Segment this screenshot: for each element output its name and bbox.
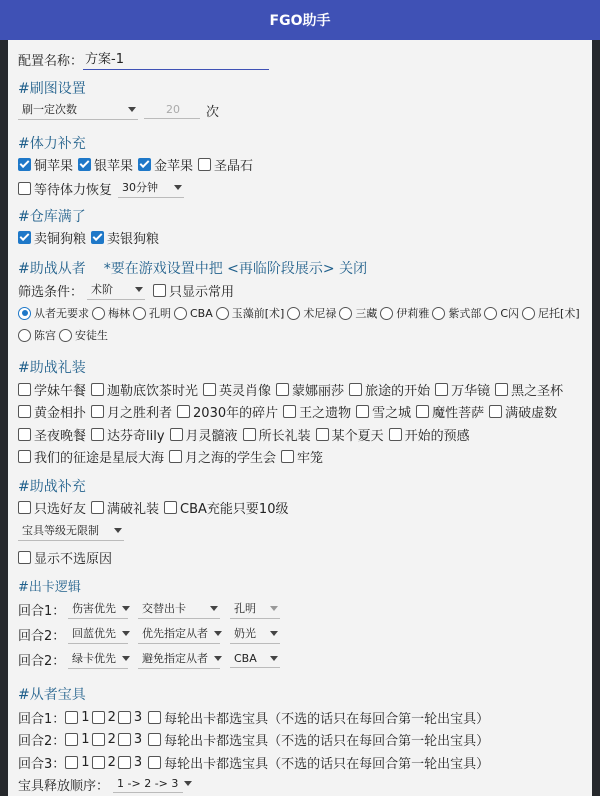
servant-select[interactable] xyxy=(230,652,280,668)
ce-checkbox[interactable] xyxy=(495,380,563,399)
priority-select-value: 回蓝优先 xyxy=(72,627,116,640)
ce-checkbox[interactable] xyxy=(18,447,164,466)
ce-checkbox[interactable] xyxy=(489,402,557,421)
ce-checkbox[interactable] xyxy=(349,380,430,399)
chevron-down-icon xyxy=(270,606,278,611)
servant-radio[interactable] xyxy=(339,305,377,321)
servant-radio[interactable] xyxy=(174,307,213,320)
servant-radio-group xyxy=(18,305,588,343)
chevron-down-icon xyxy=(184,781,192,786)
checkbox-icon xyxy=(281,450,294,463)
checkbox-icon xyxy=(92,711,105,724)
radio-icon xyxy=(216,307,229,320)
radio-icon xyxy=(133,307,146,320)
checkbox-icon xyxy=(118,711,131,724)
stamina-checkbox-label: 圣晶石 xyxy=(214,159,254,174)
np-every-checkbox[interactable] xyxy=(148,753,489,772)
radio-icon xyxy=(18,307,31,320)
support-fill-checkbox-label: 满破礼装 xyxy=(107,502,160,517)
checkbox-icon xyxy=(316,428,329,441)
checkbox-icon xyxy=(18,182,31,195)
np-servant-checkbox-label: 3 xyxy=(133,754,143,770)
support-fill-checkbox[interactable] xyxy=(18,498,86,517)
np-rows xyxy=(18,706,494,774)
wait-time-value: 30分钟 xyxy=(122,181,159,194)
ce-checkbox[interactable] xyxy=(283,402,351,421)
support-fill-items xyxy=(18,498,293,517)
stamina-checkbox[interactable] xyxy=(18,155,73,174)
np-servant-checkbox-label: 1 xyxy=(81,754,90,770)
support-fill-checkbox-label: 只选好友 xyxy=(34,502,87,517)
servant-radio[interactable] xyxy=(432,305,481,321)
radio-icon xyxy=(287,307,300,320)
mode-select-value: 优先指定从者 xyxy=(142,627,208,640)
np-level-select[interactable] xyxy=(18,522,124,541)
show-reason-checkbox[interactable] xyxy=(18,548,112,567)
priority-select-value: 绿卡优先 xyxy=(72,652,116,665)
warehouse-heading: #仓库满了 xyxy=(18,209,86,225)
checkbox-icon xyxy=(92,756,105,769)
stamina-wait-row xyxy=(18,179,184,198)
ce-checkbox-label: 黑之圣杯 xyxy=(511,383,564,399)
ce-checkbox-label: 魔性菩萨 xyxy=(432,406,485,422)
ce-row xyxy=(18,423,588,446)
np-servant-checkbox[interactable] xyxy=(92,710,116,725)
chevron-down-icon xyxy=(122,631,130,636)
radio-icon xyxy=(18,329,31,342)
checkbox-checked-icon xyxy=(138,158,151,171)
checkbox-icon xyxy=(91,383,104,396)
config-name-input[interactable]: 方案-1 xyxy=(83,48,269,70)
stamina-checkbox[interactable] xyxy=(78,155,133,174)
radio-icon xyxy=(59,329,72,342)
radio-icon xyxy=(339,307,352,320)
card-logic-rows xyxy=(18,597,290,672)
config-name-row xyxy=(18,48,269,70)
brush-mode-value: 刷一定次数 xyxy=(22,103,77,116)
brush-heading: #刷图设置 xyxy=(18,81,86,97)
support-fill-heading: #助战补充 xyxy=(18,479,86,495)
checkbox-icon xyxy=(489,405,502,418)
radio-icon xyxy=(380,307,393,320)
mode-select[interactable] xyxy=(138,625,220,644)
mode-select-value: 避免指定从者 xyxy=(142,652,208,665)
ce-checkbox[interactable] xyxy=(18,402,86,421)
ce-checkbox-label: 我们的征途是星辰大海 xyxy=(34,451,165,467)
priority-select[interactable] xyxy=(68,600,128,619)
ce-heading: #助战礼装 xyxy=(18,360,86,376)
priority-select-value: 伤害优先 xyxy=(72,602,116,615)
support-fill-checkbox-label: CBA充能只要10级 xyxy=(180,502,289,517)
filter-select[interactable] xyxy=(87,281,145,300)
servant-select[interactable] xyxy=(230,625,280,644)
radio-icon xyxy=(522,307,535,320)
servant-radio[interactable] xyxy=(484,305,519,321)
np-level-value: 宝具等级无限制 xyxy=(22,524,99,537)
checkbox-icon xyxy=(169,450,182,463)
checkbox-icon xyxy=(91,501,104,514)
servant-radio[interactable] xyxy=(59,327,108,343)
servant-radio-label: 玉藻前[术] xyxy=(231,307,285,320)
np-order-label: 宝具释放顺序： xyxy=(18,779,110,794)
np-servant-checkbox[interactable] xyxy=(65,732,89,747)
ce-checkbox-label: 月之胜利者 xyxy=(107,406,173,422)
wait-time-select[interactable] xyxy=(118,179,184,198)
brush-mode-select[interactable] xyxy=(18,101,138,120)
servant-select-value: 孔明 xyxy=(234,602,256,615)
radio-icon xyxy=(432,307,445,320)
servant-radio[interactable] xyxy=(522,305,580,321)
servant-radio-label: 从者无要求 xyxy=(34,307,89,320)
np-round-label: 回合1： xyxy=(18,711,66,727)
checkbox-icon xyxy=(148,711,161,724)
servant-radio-label: CBA xyxy=(190,306,213,320)
ce-row xyxy=(18,446,588,469)
checkbox-icon xyxy=(170,428,183,441)
ce-checkbox[interactable] xyxy=(416,402,484,421)
chevron-down-icon xyxy=(214,656,222,661)
checkbox-icon xyxy=(198,158,211,171)
support-fill-checkbox[interactable] xyxy=(91,498,159,517)
np-every-checkbox[interactable] xyxy=(148,708,489,727)
np-round-row xyxy=(18,706,494,729)
chevron-down-icon xyxy=(214,631,222,636)
radio-icon xyxy=(174,307,187,320)
servant-radio-label: 陈宫 xyxy=(34,329,56,342)
radio-row xyxy=(18,305,588,321)
card-round-row xyxy=(18,647,290,672)
ce-checkbox-label: 雪之城 xyxy=(372,406,412,422)
servant-radio-label: 伊莉雅 xyxy=(396,307,430,320)
checkbox-icon xyxy=(65,733,78,746)
filter-label: 筛选条件： xyxy=(18,285,84,300)
ce-checkbox-label: 王之遗物 xyxy=(299,406,352,422)
mode-select[interactable] xyxy=(138,600,220,619)
checkbox-icon xyxy=(153,284,166,297)
checkbox-icon xyxy=(18,405,31,418)
ce-row xyxy=(18,401,588,424)
priority-select[interactable] xyxy=(68,650,128,669)
checkbox-icon xyxy=(148,756,161,769)
stamina-checkbox[interactable] xyxy=(138,155,193,174)
ce-checkbox-label: 英灵肖像 xyxy=(219,383,272,399)
np-servant-checkbox-label: 3 xyxy=(133,709,143,725)
servant-radio-label: 梅林 xyxy=(108,307,130,320)
wait-recover-checkbox[interactable] xyxy=(18,179,112,198)
mode-select[interactable] xyxy=(138,650,220,669)
warehouse-checkbox-label: 卖银狗粮 xyxy=(107,232,160,247)
ce-checkbox-label: 开始的预感 xyxy=(404,428,470,444)
checkbox-icon xyxy=(164,501,177,514)
ce-checkbox[interactable] xyxy=(18,425,86,444)
warehouse-checkbox[interactable] xyxy=(91,228,159,247)
chevron-down-icon xyxy=(270,656,278,661)
np-servant-checkbox-label: 3 xyxy=(133,732,143,748)
checkbox-icon xyxy=(177,405,190,418)
checkbox-icon xyxy=(118,756,131,769)
np-servant-checkbox-label: 2 xyxy=(107,732,116,748)
ce-checkbox-label: 迦勒底饮茶时光 xyxy=(107,383,199,399)
warehouse-items xyxy=(18,228,164,247)
ce-checkbox-label: 某个夏天 xyxy=(331,428,384,444)
support-note: *要在游戏设置中把 <再临阶段展示> 关闭 xyxy=(103,261,368,277)
title-bar xyxy=(0,0,600,40)
checkbox-icon xyxy=(416,405,429,418)
ce-checkbox[interactable] xyxy=(316,425,384,444)
card-round-row xyxy=(18,597,290,622)
show-reason-row xyxy=(18,548,112,567)
ce-checkbox[interactable] xyxy=(91,425,165,444)
radio-icon xyxy=(92,307,105,320)
ce-checkbox[interactable] xyxy=(243,425,311,444)
np-servant-checkbox-label: 2 xyxy=(107,754,116,770)
checkbox-icon xyxy=(18,383,31,396)
chevron-down-icon xyxy=(174,185,182,190)
servant-radio-label: 术尼禄 xyxy=(303,307,337,320)
ce-checkbox-label: 黄金相扑 xyxy=(34,406,87,422)
checkbox-checked-icon xyxy=(18,231,31,244)
servant-radio-label: 尼托[术] xyxy=(538,307,580,320)
checkbox-icon xyxy=(349,383,362,396)
servant-radio[interactable] xyxy=(287,305,336,321)
radio-icon xyxy=(484,307,497,320)
ce-checkbox-label: 所长礼装 xyxy=(258,428,311,444)
ce-checkbox-label: 万华镜 xyxy=(451,383,491,399)
servant-radio-label: 孔明 xyxy=(149,307,171,320)
round-label: 回合1： xyxy=(18,604,66,619)
checkbox-icon xyxy=(148,733,161,746)
servant-radio-label: C闪 xyxy=(500,307,520,320)
mode-select-value: 交替出卡 xyxy=(142,602,186,615)
checkbox-icon xyxy=(243,428,256,441)
ce-checkbox[interactable] xyxy=(276,380,344,399)
np-round-label: 回合3： xyxy=(18,756,66,772)
np-round-row xyxy=(18,751,494,774)
ce-checkbox[interactable] xyxy=(18,380,86,399)
brush-row xyxy=(18,101,219,120)
ce-checkbox-label: 月灵髓液 xyxy=(185,428,238,444)
ce-checkbox-label: 达芬奇lily xyxy=(107,428,165,444)
np-servant-checkbox[interactable] xyxy=(92,732,116,747)
np-round-label: 回合2： xyxy=(18,734,66,750)
checkbox-icon xyxy=(283,405,296,418)
ce-checkbox-label: 蒙娜丽莎 xyxy=(292,383,345,399)
np-order-row xyxy=(18,775,183,794)
radio-row xyxy=(18,327,588,343)
ce-checkbox-label: 圣夜晚餐 xyxy=(34,428,87,444)
checkbox-icon xyxy=(18,501,31,514)
checkbox-icon xyxy=(91,428,104,441)
brush-count-input[interactable]: 20 xyxy=(144,103,200,119)
ce-checkbox-label: 2030年的碎片 xyxy=(193,406,279,422)
warehouse-checkbox-label: 卖铜狗粮 xyxy=(34,232,87,247)
config-name-label: 配置名称： xyxy=(18,53,84,69)
np-servant-checkbox[interactable] xyxy=(118,710,142,725)
round-label: 回合2： xyxy=(18,629,66,644)
np-every-checkbox-label: 每轮出卡都选宝具（不选的话只在每回合第一轮出宝具） xyxy=(164,734,490,750)
checkbox-icon xyxy=(65,756,78,769)
checkbox-icon xyxy=(356,405,369,418)
np-servant-checkbox[interactable] xyxy=(65,710,89,725)
servant-radio[interactable] xyxy=(133,305,171,321)
chevron-down-icon xyxy=(135,287,143,292)
np-servant-checkbox[interactable] xyxy=(118,732,142,747)
checkbox-icon xyxy=(18,551,31,564)
ce-checkbox-label: 满破虚数 xyxy=(505,406,558,422)
checkbox-icon xyxy=(92,733,105,746)
ce-checkbox[interactable] xyxy=(203,380,271,399)
np-every-checkbox-label: 每轮出卡都选宝具（不选的话只在每回合第一轮出宝具） xyxy=(164,711,490,727)
stamina-checkbox-label: 金苹果 xyxy=(154,159,194,174)
stamina-checkbox[interactable] xyxy=(198,155,253,174)
servant-select[interactable] xyxy=(230,600,280,619)
servant-radio[interactable] xyxy=(92,305,130,321)
ce-checkbox-label: 旅途的开始 xyxy=(365,383,431,399)
ce-checkbox[interactable] xyxy=(177,402,278,421)
only-common-checkbox[interactable] xyxy=(153,281,234,300)
ce-checkbox[interactable] xyxy=(389,425,470,444)
stamina-checkbox-label: 铜苹果 xyxy=(34,159,74,174)
filter-value: 术阶 xyxy=(91,283,114,296)
np-servant-checkbox[interactable] xyxy=(92,755,116,770)
settings-panel xyxy=(8,40,592,796)
cards-heading: #出卡逻辑 xyxy=(18,580,81,595)
servant-select-value: 奶光 xyxy=(234,627,256,640)
ce-checkbox[interactable] xyxy=(281,447,323,466)
chevron-down-icon xyxy=(270,631,278,636)
checkbox-icon xyxy=(91,405,104,418)
chevron-down-icon xyxy=(128,107,136,112)
servant-radio[interactable] xyxy=(216,305,285,321)
servant-radio[interactable] xyxy=(18,327,56,343)
support-heading: #助战从者 xyxy=(18,261,86,277)
support-filter-row xyxy=(18,281,234,300)
show-reason-label: 显示不选原因 xyxy=(34,552,113,567)
only-common-label: 只显示常用 xyxy=(169,285,235,300)
servant-radio-label: 紫式部 xyxy=(448,307,482,320)
checkbox-icon xyxy=(435,383,448,396)
round-label: 回合2： xyxy=(18,654,66,669)
wait-recover-label: 等待体力恢复 xyxy=(34,183,113,198)
servant-radio[interactable] xyxy=(380,305,429,321)
np-round-row xyxy=(18,729,494,752)
ce-checkbox-label: 学妹午餐 xyxy=(34,383,87,399)
np-order-select[interactable] xyxy=(113,777,183,793)
np-servant-checkbox[interactable] xyxy=(65,755,89,770)
ce-checkbox-label: 牢笼 xyxy=(297,451,324,467)
ce-row xyxy=(18,378,588,401)
checkbox-icon xyxy=(389,428,402,441)
stamina-items xyxy=(18,155,258,174)
checkbox-icon xyxy=(495,383,508,396)
ce-checkbox[interactable] xyxy=(91,402,172,421)
np-every-checkbox[interactable] xyxy=(148,730,489,749)
checkbox-icon xyxy=(65,711,78,724)
stamina-checkbox-label: 银苹果 xyxy=(94,159,134,174)
checkbox-icon xyxy=(18,450,31,463)
np-heading: #从者宝具 xyxy=(18,687,86,703)
checkbox-icon xyxy=(203,383,216,396)
ce-checkbox[interactable] xyxy=(169,447,276,466)
card-round-row xyxy=(18,622,290,647)
chevron-down-icon xyxy=(210,606,218,611)
checkbox-checked-icon xyxy=(78,158,91,171)
warehouse-checkbox[interactable] xyxy=(18,228,86,247)
ce-checkbox-label: 月之海的学生会 xyxy=(185,451,277,467)
checkbox-checked-icon xyxy=(91,231,104,244)
priority-select[interactable] xyxy=(68,625,128,644)
np-servant-checkbox[interactable] xyxy=(118,755,142,770)
checkbox-checked-icon xyxy=(18,158,31,171)
ce-checkbox[interactable] xyxy=(170,425,238,444)
stamina-heading: #体力补充 xyxy=(18,136,86,152)
ce-checkbox[interactable] xyxy=(356,402,411,421)
np-servant-checkbox-label: 2 xyxy=(107,709,116,725)
checkbox-icon xyxy=(18,428,31,441)
servant-radio-label: 三藏 xyxy=(355,307,378,320)
chevron-down-icon xyxy=(122,656,130,661)
ce-checkbox[interactable] xyxy=(91,380,198,399)
checkbox-icon xyxy=(118,733,131,746)
app-title: FGO助手 xyxy=(269,13,331,29)
servant-radio[interactable] xyxy=(18,305,89,321)
support-heading-row xyxy=(18,258,367,278)
ce-checkbox-group xyxy=(18,378,588,468)
np-every-checkbox-label: 每轮出卡都选宝具（不选的话只在每回合第一轮出宝具） xyxy=(164,756,490,772)
chevron-down-icon xyxy=(114,528,122,533)
np-order-value: 1 -> 2 -> 3 xyxy=(117,776,179,790)
np-level-row xyxy=(18,522,124,541)
np-servant-checkbox-label: 1 xyxy=(81,732,90,748)
checkbox-icon xyxy=(276,383,289,396)
brush-count-unit: 次 xyxy=(206,105,220,120)
np-servant-checkbox-label: 1 xyxy=(81,709,90,725)
servant-select-value: CBA xyxy=(234,651,257,665)
support-fill-checkbox[interactable] xyxy=(164,498,288,517)
servant-radio-label: 安徒生 xyxy=(75,329,108,342)
ce-checkbox[interactable] xyxy=(435,380,490,399)
chevron-down-icon xyxy=(122,606,130,611)
